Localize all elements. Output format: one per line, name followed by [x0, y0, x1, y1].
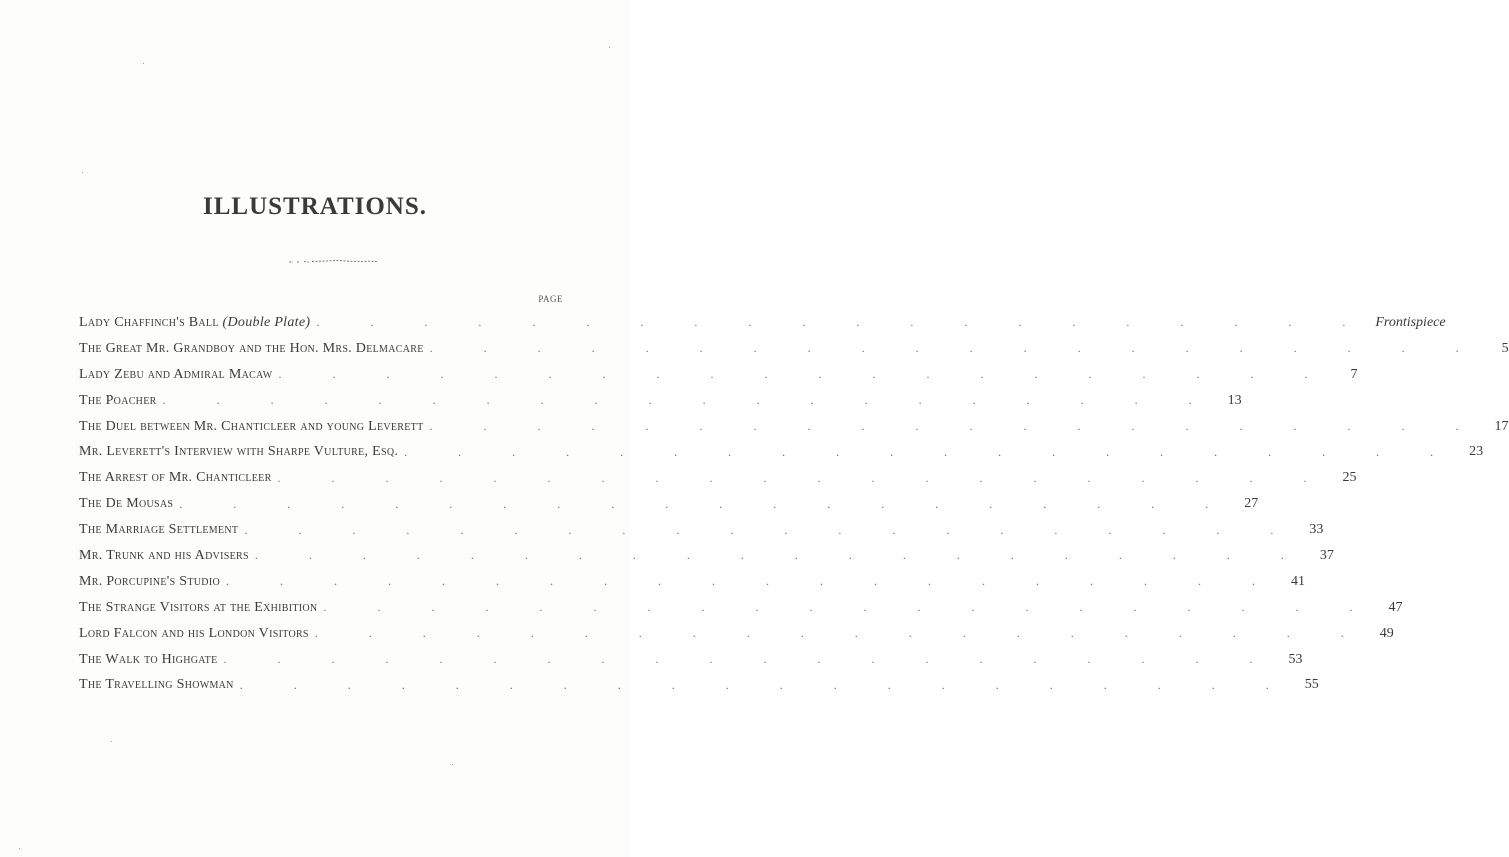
- paper-speck: [19, 848, 20, 849]
- toc-entry-page: 7: [1350, 366, 1358, 382]
- toc-entry: [79, 362, 1358, 388]
- toc-entry-title: Mr. Leverett's Interview with Sharpe Vulture, Esq.: [79, 444, 399, 460]
- dot-leader: . . . . . . . . . . . . . . . . . . . .: [278, 367, 1332, 382]
- toc-entry: [79, 310, 1446, 336]
- toc-entry-title: Mr. Trunk and his Advisers: [79, 547, 249, 563]
- toc-entry: [79, 491, 1259, 517]
- toc-entry: [79, 672, 1319, 698]
- paper-speck: [143, 63, 144, 64]
- toc-entry-page: 33: [1309, 522, 1324, 538]
- dot-leader: . . . . . . . . . . . . . . . . . . . .: [323, 600, 1377, 615]
- toc-entry: [79, 465, 1357, 491]
- toc-entry-page: 23: [1469, 444, 1484, 460]
- toc-entry-page: 55: [1304, 677, 1319, 693]
- dot-leader: . . . . . . . . . . . . . . . . . . . .: [316, 315, 1370, 330]
- toc-entry-title: The Marriage Settlement: [79, 522, 239, 538]
- toc-entry: [79, 439, 1484, 465]
- dot-leader: . . . . . . . . . . . . . . . . . . . .: [254, 548, 1308, 563]
- dot-leader: . . . . . . . . . . . . . . . . . . . .: [162, 393, 1216, 408]
- toc-entry-title: The Poacher: [79, 392, 157, 408]
- ornamental-rule: [287, 258, 379, 264]
- toc-entry-page: Frontispiece: [1375, 314, 1446, 330]
- dot-leader: . . . . . . . . . . . . . . . . . . . .: [404, 444, 1458, 459]
- toc-entry: [79, 517, 1324, 543]
- toc-entry-title: Lord Falcon and his London Visitors: [79, 625, 309, 641]
- illustrations-list: [79, 310, 1509, 698]
- toc-entry: [79, 388, 1242, 414]
- toc-entry-page: 53: [1288, 651, 1303, 667]
- toc-entry-page: 37: [1319, 547, 1334, 563]
- paper-speck: [82, 172, 83, 173]
- toc-entry-title: The Walk to Highgate: [79, 651, 218, 667]
- dot-leader: . . . . . . . . . . . . . . . . . . . .: [429, 341, 1483, 356]
- paper-speck: [609, 47, 610, 48]
- toc-entry-title: The Strange Visitors at the Exhibition: [79, 599, 318, 615]
- toc-entry-page: 49: [1379, 625, 1394, 641]
- dot-leader: . . . . . . . . . . . . . . . . . . . .: [277, 470, 1331, 485]
- toc-entry-page: 17: [1494, 418, 1509, 434]
- dot-leader: . . . . . . . . . . . . . . . . . . . .: [239, 677, 1293, 692]
- toc-entry-page: 47: [1388, 599, 1403, 615]
- page-column-header: PAGE: [538, 294, 563, 304]
- toc-entry-title: The Travelling Showman: [79, 677, 234, 693]
- toc-entry-title: The Duel between Mr. Chanticleer and young Leverett: [79, 418, 424, 434]
- toc-entry-page: 13: [1227, 392, 1242, 408]
- dot-leader: . . . . . . . . . . . . . . . . . . . .: [244, 522, 1298, 537]
- toc-entry-title: The Great Mr. Grandboy and the Hon. Mrs. Delmacare: [79, 340, 424, 356]
- dot-leader: . . . . . . . . . . . . . . . . . . . .: [314, 626, 1368, 641]
- toc-entry: [79, 621, 1394, 647]
- toc-entry-page: 5: [1501, 340, 1509, 356]
- toc-entry: [79, 414, 1509, 440]
- toc-entry: [79, 647, 1303, 673]
- page-title: ILLUSTRATIONS.: [202, 193, 428, 220]
- toc-entry-page: 25: [1342, 470, 1357, 486]
- paper-speck: [111, 741, 112, 742]
- toc-entry-title: The Arrest of Mr. Chanticleer: [79, 470, 272, 486]
- toc-entry-title: Mr. Porcupine's Studio: [79, 573, 220, 589]
- toc-entry-page: 41: [1290, 573, 1305, 589]
- toc-entry: [79, 595, 1403, 621]
- toc-entry-title: Lady Chaffinch's Ball (Double Plate): [79, 314, 311, 330]
- toc-entry: [79, 543, 1334, 569]
- toc-entry-note: (Double Plate): [222, 314, 311, 330]
- dot-leader: . . . . . . . . . . . . . . . . . . . .: [429, 419, 1483, 433]
- toc-entry: [79, 569, 1305, 595]
- toc-entry-title: The De Mousas: [79, 496, 174, 512]
- toc-entry: [79, 336, 1509, 362]
- toc-entry-page: 27: [1244, 496, 1259, 512]
- dot-leader: . . . . . . . . . . . . . . . . . . . .: [223, 652, 1277, 667]
- paper-speck: [452, 764, 453, 765]
- toc-entry-title: Lady Zebu and Admiral Macaw: [79, 366, 273, 382]
- dot-leader: . . . . . . . . . . . . . . . . . . . .: [179, 496, 1233, 511]
- dot-leader: . . . . . . . . . . . . . . . . . . . .: [225, 574, 1279, 589]
